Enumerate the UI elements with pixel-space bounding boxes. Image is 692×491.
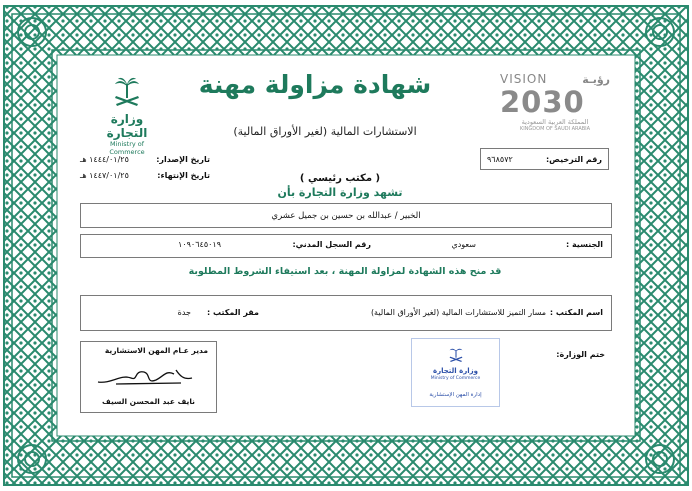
attestation-line: تشهد وزارة التجارة بأن <box>277 186 403 199</box>
civil-registry-value: ١٠٩٠٦٤٥٠١٩ <box>178 240 221 249</box>
handwritten-signature <box>96 364 196 390</box>
office-type: ( مكتب رئيسي ) <box>299 173 381 184</box>
office-name-value: مسار التميز للاستشارات المالية (لغير الأوراق المالية) <box>370 308 546 317</box>
certificate-subtitle: الاستشارات المالية (لغير الأوراق المالية) <box>233 125 417 138</box>
personal-details-box <box>80 234 612 258</box>
issue-date-label: تاريخ الإصدار: <box>156 155 210 164</box>
issue-date-value: ١٤٤٤/٠١/٢٥ هـ <box>80 155 129 164</box>
expiry-date-row <box>80 171 210 180</box>
ministry-name-ar: وزارة التجارة <box>106 112 148 140</box>
stamp-ministry-en: Ministry of Commerce <box>430 376 481 381</box>
vision-2030-logo <box>500 72 610 133</box>
license-number-label: رقم الترخيص: <box>545 154 602 164</box>
license-number-box <box>480 148 609 170</box>
signatory-title: مدير عـام المهن الاستشارية <box>104 346 208 355</box>
vision-word: VISION <box>500 72 548 86</box>
kingdom-name-en: KINGDOM OF SAUDI ARABIA <box>519 126 591 132</box>
kingdom-name-ar: المملكة العربية السعودية <box>521 118 589 126</box>
holder-name-box <box>80 203 612 228</box>
stamp-label: ختم الوزارة: <box>556 350 605 359</box>
palm-swords-emblem-icon <box>112 76 142 108</box>
holder-name: الخبير / عبدالله بن حسين بن جميل عشري <box>271 210 421 221</box>
stamp-emblem-icon <box>448 346 464 363</box>
ministry-name-en: Ministry of Commerce <box>109 140 145 156</box>
certificate-title: شهادة مزاولة مهنة <box>198 70 432 99</box>
nationality-label: الجنسية : <box>565 240 603 249</box>
office-name-label: اسم المكتب : <box>549 308 603 317</box>
signature-box <box>80 341 217 413</box>
stamp-department: إدارة المهن الإستشارية <box>429 392 482 398</box>
license-number-value: ٩٦٨٥٧٢ <box>487 154 513 164</box>
ministry-logo <box>92 76 162 156</box>
office-details-box <box>80 295 612 331</box>
grant-statement: قد منح هذه الشهادة لمزاولة المهنة ، بعد استيفاء الشروط المطلوبة <box>188 266 502 277</box>
vision-arabic-word: رؤيـة <box>582 72 610 86</box>
office-location-value: جدة <box>177 308 191 317</box>
issue-date-row <box>80 155 210 164</box>
signatory-name: نايف عبد المحسن السيف <box>102 397 195 406</box>
vision-year: 2030 <box>500 85 585 119</box>
civil-registry-label: رقم السجل المدني: <box>292 240 371 249</box>
expiry-date-label: تاريخ الإنتهاء: <box>157 171 210 180</box>
expiry-date-value: ١٤٤٧/٠١/٢٥ هـ <box>80 171 129 180</box>
stamp-ministry-ar: وزارة التجارة <box>432 367 479 375</box>
office-location-label: مقر المكتب : <box>207 308 259 317</box>
ministry-stamp <box>411 338 500 407</box>
nationality-value: سعودي <box>451 240 476 249</box>
